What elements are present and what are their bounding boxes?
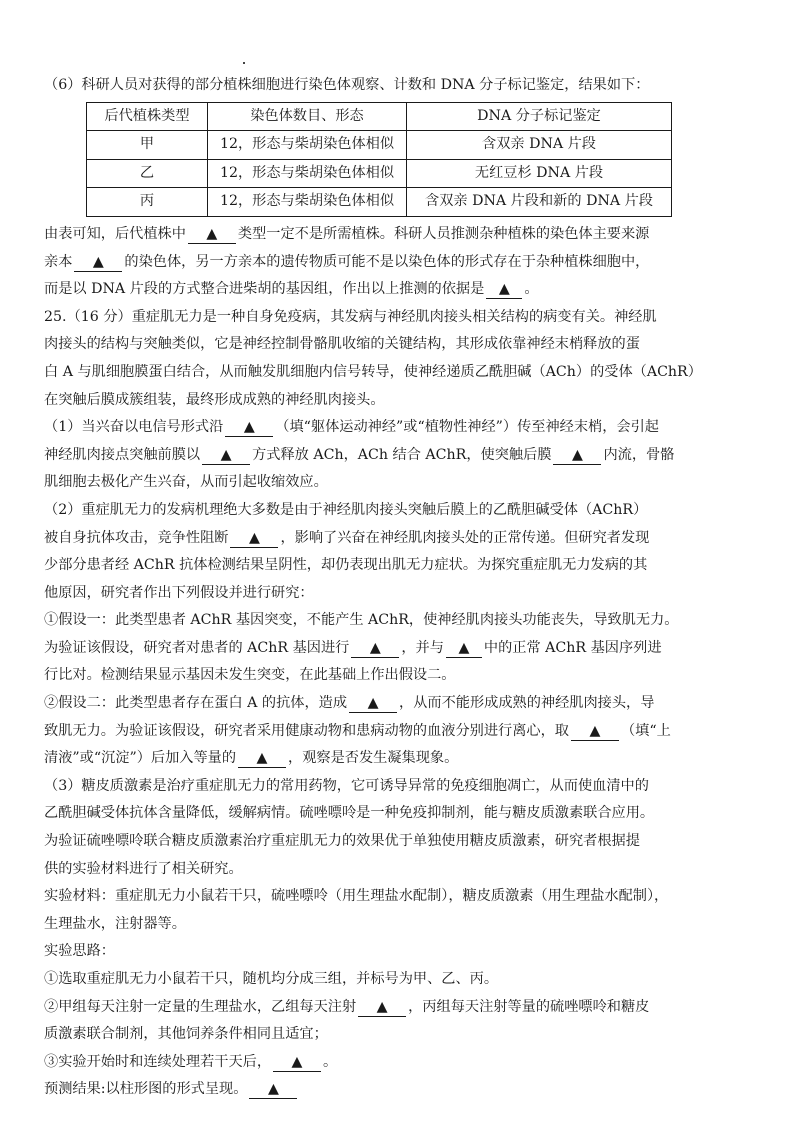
table-row	[87, 159, 672, 188]
table-row	[87, 131, 672, 160]
text-line: （3）糖皮质激素是治疗重症肌无力的常用药物，它可诱导异常的免疫细胞凋亡，从而使血清中的	[44, 777, 649, 794]
text: 类型一定不是所需植株。科研人员推测杂种植株的染色体主要来源	[237, 225, 650, 242]
text-line	[44, 635, 756, 663]
text-line: 为验证硫唑嘌呤联合糖皮质激素治疗重症肌无力的效果优于单独使用糖皮质激素，研究者根据提	[44, 833, 640, 850]
text: 方式释放 ACh，ACh 结合 AChR，使突触后膜	[252, 446, 552, 463]
answer-blank[interactable]: ▲	[249, 1080, 297, 1099]
q25-stem: 白 A 与肌细胞膜蛋白结合，从而触发肌细胞内信号转导，使神经递质乙酰胆碱（ACh）的受体（AChR）	[44, 363, 702, 380]
text-line: 肌细胞去极化产生兴奋，从而引起收缩效应。	[44, 474, 328, 491]
text: （填“躯体运动神经”或“植物性神经”）传至神经末梢，会引起	[275, 419, 659, 436]
text-line	[44, 221, 756, 249]
text: （1）当兴奋以电信号形式沿	[44, 419, 224, 436]
text-line	[44, 442, 756, 470]
text-line: 少部分患者经 AChR 抗体检测结果呈阴性，却仍表现出肌无力症状。为探究重症肌无力发病的其	[44, 557, 648, 574]
answer-blank[interactable]: ▲	[486, 280, 522, 299]
answer-blank[interactable]: ▲	[571, 722, 619, 741]
text-line	[44, 1049, 756, 1077]
q6-intro: （6）科研人员对获得的部分植株细胞进行染色体观察、计数和 DNA 分子标记鉴定，结果如下：	[44, 77, 650, 93]
text-line: ①假设一：此类型患者 AChR 基因突变，不能产生 AChR，使神经肌肉接头功能丧失，导致肌无力。	[44, 612, 679, 629]
text-line: 他原因，研究者作出下列假设并进行研究：	[44, 584, 314, 601]
text-line	[44, 525, 756, 553]
text-line: （2）重症肌无力的发病机理绝大多数是由于神经肌肉接头突触后膜上的乙酰胆碱受体（AChR）	[44, 501, 648, 518]
table-cell: 含双亲 DNA 片段和新的 DNA 片段	[407, 188, 672, 217]
table-row	[87, 188, 672, 217]
text: 由表可知，后代植株中	[44, 225, 186, 242]
table-cell: 12，形态与柴胡染色体相似	[208, 159, 407, 188]
table-cell: 含双亲 DNA 片段	[407, 131, 672, 160]
answer-blank[interactable]: ▲	[351, 639, 399, 658]
text-line: 行比对。检测结果显示基因未发生突变，在此基础上作出假设二。	[44, 667, 456, 684]
text: 致肌无力。为验证该假设，研究者采用健康动物和患病动物的血液分别进行离心，取	[44, 722, 569, 739]
text-line	[44, 249, 756, 277]
answer-blank[interactable]: ▲	[238, 749, 286, 768]
text-line	[44, 718, 756, 746]
answer-blank[interactable]: ▲	[188, 225, 236, 244]
text: 预测结果:以柱形图的形式呈现。	[44, 1081, 248, 1098]
text-line	[44, 690, 756, 718]
table-cell: 12，形态与柴胡染色体相似	[208, 188, 407, 217]
text: ，丙组每天注射等量的硫唑嘌呤和糖皮	[408, 998, 650, 1015]
text-line: ①选取重症肌无力小鼠若干只，随机均分成三组，并标号为甲、乙、丙。	[44, 971, 499, 987]
answer-blank[interactable]: ▲	[225, 418, 273, 437]
text: 而是以 DNA 片段的方式整合进柴胡的基因组，作出以上推测的依据是	[44, 281, 485, 298]
text: 。	[524, 281, 539, 298]
text: 中的正常 AChR 基因序列进	[483, 639, 662, 656]
table-header: 染色体数目、形态	[208, 102, 407, 131]
text: ②假设二：此类型患者存在蛋白 A 的抗体，造成	[44, 695, 348, 712]
text-line	[44, 994, 756, 1022]
q25-stem: 在突触后膜成簇组装，最终形成成熟的神经肌肉接头。	[44, 391, 385, 408]
text-line: 生理盐水，注射器等。	[44, 915, 186, 932]
table-cell: 乙	[87, 159, 208, 188]
exam-page	[44, 72, 756, 1104]
text: 清液”或“沉淀”）后加入等量的	[44, 750, 237, 767]
table-cell: 12，形态与柴胡染色体相似	[208, 131, 407, 160]
text: （填“上	[620, 722, 671, 739]
text: ②甲组每天注射一定量的生理盐水，乙组每天注射	[44, 998, 357, 1015]
text-line: 实验思路：	[44, 943, 115, 960]
text-line: 乙酰胆碱受体抗体含量降低，缓解病情。硫唑嘌呤是一种免疫抑制剂，能与糖皮质激素联合应用。	[44, 805, 655, 822]
q25-stem: 25.（16 分）重症肌无力是一种自身免疫病，其发病与神经肌肉接头相关结构的病变有关。神经肌	[44, 308, 657, 325]
text: 的染色体，另一方亲本的遗传物质可能不是以染色体的形式存在于杂种植株细胞中，	[124, 253, 650, 270]
table-cell: 丙	[87, 188, 208, 217]
text-line	[44, 1076, 756, 1104]
stray-dot	[243, 62, 245, 64]
text-line	[44, 414, 756, 442]
text: ，观察是否发生凝集现象。	[288, 750, 459, 767]
answer-blank[interactable]: ▲	[273, 1053, 321, 1072]
text: 神经肌肉接点突触前膜以	[44, 446, 201, 463]
text-line: 质激素联合制剂，其他饲养条件相同且适宜；	[44, 1026, 328, 1043]
answer-blank[interactable]: ▲	[553, 446, 601, 465]
text: 为验证该假设，研究者对患者的 AChR 基因进行	[44, 639, 350, 656]
dna-marker-table	[86, 102, 672, 217]
q25-stem: 肉接头的结构与突触类似，它是神经控制骨骼肌收缩的关键结构，其形成依靠神经末梢释放的蛋	[44, 336, 640, 353]
text: ，影响了兴奋在神经肌肉接头处的正常传递。但研究者发现	[280, 529, 650, 546]
text: ，从而不能形成成熟的神经肌肉接头，导	[399, 695, 655, 712]
text-line	[44, 276, 756, 304]
table-header-row	[87, 102, 672, 131]
text: 被自身抗体攻击，竞争性阻断	[44, 529, 229, 546]
answer-blank[interactable]: ▲	[230, 529, 278, 548]
answer-blank[interactable]: ▲	[349, 694, 397, 713]
answer-blank[interactable]: ▲	[358, 998, 406, 1017]
answer-blank[interactable]: ▲	[74, 253, 122, 272]
table-cell: 甲	[87, 131, 208, 160]
text-line: 供的实验材料进行了相关研究。	[44, 860, 243, 877]
text: 内流，骨骼	[603, 446, 675, 463]
answer-blank[interactable]: ▲	[446, 639, 482, 658]
table-cell: 无红豆杉 DNA 片段	[407, 159, 672, 188]
text: 。	[323, 1053, 338, 1070]
answer-blank[interactable]: ▲	[202, 446, 250, 465]
text: ，并与	[401, 639, 444, 656]
table-header: 后代植株类型	[87, 102, 208, 131]
text: 亲本	[44, 253, 73, 270]
text-line	[44, 745, 756, 773]
text: ③实验开始时和连续处理若干天后，	[44, 1053, 272, 1070]
text-line: 实验材料：重症肌无力小鼠若干只，硫唑嘌呤（用生理盐水配制），糖皮质激素（用生理盐水配制），	[44, 888, 669, 905]
table-header: DNA 分子标记鉴定	[407, 102, 672, 131]
